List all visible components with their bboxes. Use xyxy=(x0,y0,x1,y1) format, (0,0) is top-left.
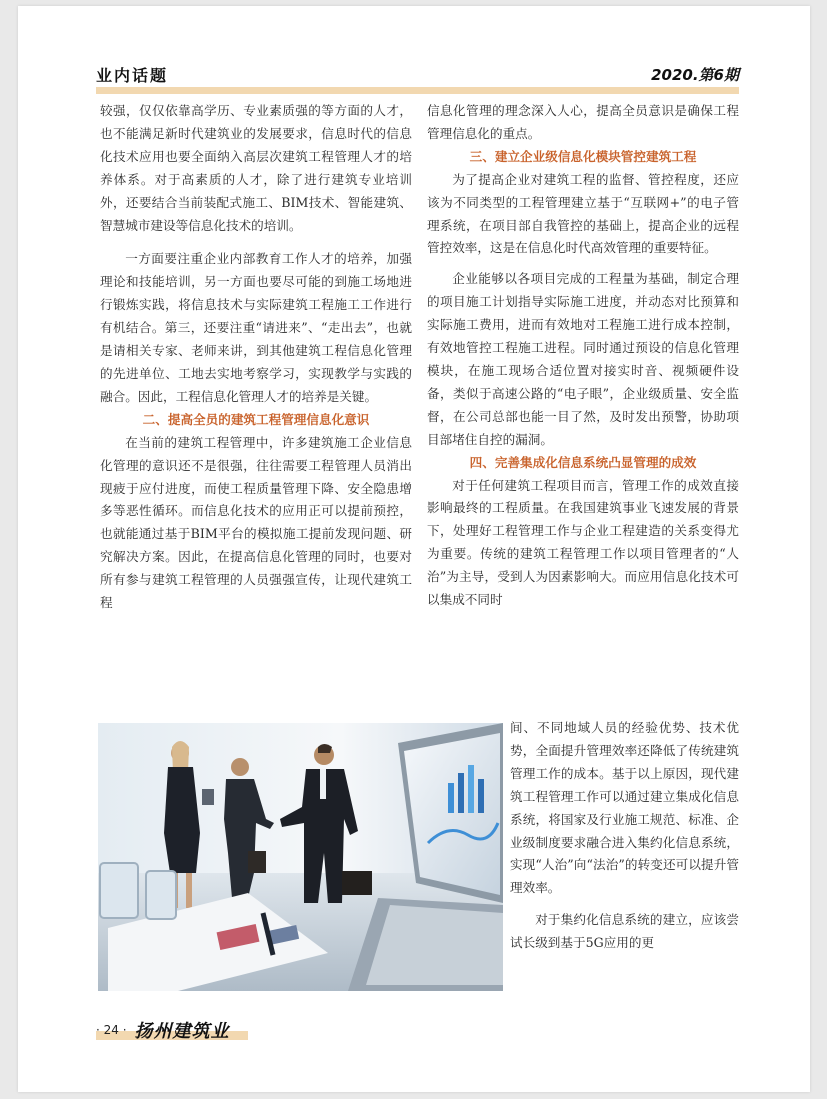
left-column xyxy=(100,100,412,615)
paragraph: 企业能够以各项目完成的工程量为基础，制定合理的项目施工计划指导实际施工进度，并动态对比预算和实际施工费用，进而有效地对工程施工进行成本控制，有效地管控工程施工进程。同时通过预设的信息化管理模块，在施工现场合适位置对接实时音、视频硬件设备，类似于高速公路的“电子眼”，企业级质量、安全监督，在公司总部也能一目了然，及时发出预警，协助项目部堵住自控的漏洞。 xyxy=(427,271,739,447)
header-rule xyxy=(96,87,739,94)
paragraph: 信息化管理的理念深入人心，提高全员意识是确保工程管理信息化的重点。 xyxy=(427,103,739,141)
paragraph-gap xyxy=(100,237,412,248)
page-header xyxy=(96,60,739,88)
paragraph: 较强，仅仅依靠高学历、专业素质强的等方面的人才，也不能满足新时代建筑业的发展要求，信息时代的信息化技术应用也要全面纳入高层次建筑工程管理人才的培养体系。对于高素质的人才，除了进行建筑专业培训外，还要结合当前装配式施工、BIM技术、智能建筑、智慧城市建设等信息化技术的培训。 xyxy=(100,103,412,233)
page-number: · 24 · xyxy=(96,1023,127,1037)
page-footer xyxy=(96,1018,251,1042)
business-handshake-photo xyxy=(98,723,503,991)
paragraph: 一方面要注重企业内部教育工作人才的培养，加强理论和技能培训，另一方面也要尽可能的到施工场地进行锻炼实践，将信息技术与实际建筑工程施工工作进行有机结合。第三，还要注重“请进来”、“走出去”，也就是请相关专家、老师来讲，到其他建筑工程信息化管理的先进单位、工地去实地考察学习，实现教学与实践的融合。因此，工程信息化管理人才的培养是关键。 xyxy=(100,251,412,404)
paragraph: 对于集约化信息系统的建立，应该尝试长级到基于5G应用的更 xyxy=(510,912,739,951)
paragraph-gap xyxy=(510,900,739,909)
paragraph: 在当前的建筑工程管理中，许多建筑施工企业信息化管理的意识还不是很强，往往需要工程管理人员消出现疲于应付进度，而使工程质量管理下降、安全隐患增多等恶性循环。而信息化技术的应用正可以提前预控，也就能通过基于BIM平台的模拟施工提前发现问题、研究解决方案。因此，在提高信息化管理的同时，也要对所有参与建筑工程管理的人员强强宣传，让现代建筑工程 xyxy=(100,434,412,611)
glasses-on-desk xyxy=(100,863,176,919)
paragraph-gap xyxy=(427,260,739,268)
section-heading: 二、提高全员的建筑工程管理信息化意识 xyxy=(142,411,370,427)
photo-illustration xyxy=(98,723,503,991)
section-title: 业内话题 xyxy=(96,65,169,85)
section-heading: 四、完善集成化信息系统凸显管理的成效 xyxy=(469,454,697,470)
magazine-logo: 扬州建筑业 xyxy=(134,1021,230,1042)
paragraph: 对于任何建筑工程项目而言，管理工作的成效直接影响最终的工程质量。在我国建筑事业飞速发展的背景下，处理好工程管理工作与企业工程建造的关系变得尤为重要。传统的建筑工程管理工作以项目管理者的“人治”为主导，受到人为因素影响大。而应用信息化技术可以集成不同时 xyxy=(427,477,739,608)
section-heading: 三、建立企业级信息化模块管控建筑工程 xyxy=(469,148,697,164)
issue-label: 2020.第6期 xyxy=(651,65,739,84)
right-column xyxy=(427,100,739,612)
right-column-wrap xyxy=(510,717,739,955)
paragraph-continued: 间、不同地域人员的经验优势、技术优势，全面提升管理效率还降低了传统建筑管理工作的成本。基于以上原因，现代建筑工程管理工作可以通过建立集成化信息系统，将国家及行业施工规范、标准、企业级制度要求融合进入集约化信息系统，实现“人治”向“法治”的转变还可以提升管理效率。 xyxy=(510,720,739,896)
paragraph: 为了提高企业对建筑工程的监督、管控程度，还应该为不同类型的工程管理建立基于“互联网+”的电子管理系统，在项目部自我管控的基础上，提高企业的远程管控效率，这是在信息化时代高效管理的重要特征。 xyxy=(427,171,739,256)
